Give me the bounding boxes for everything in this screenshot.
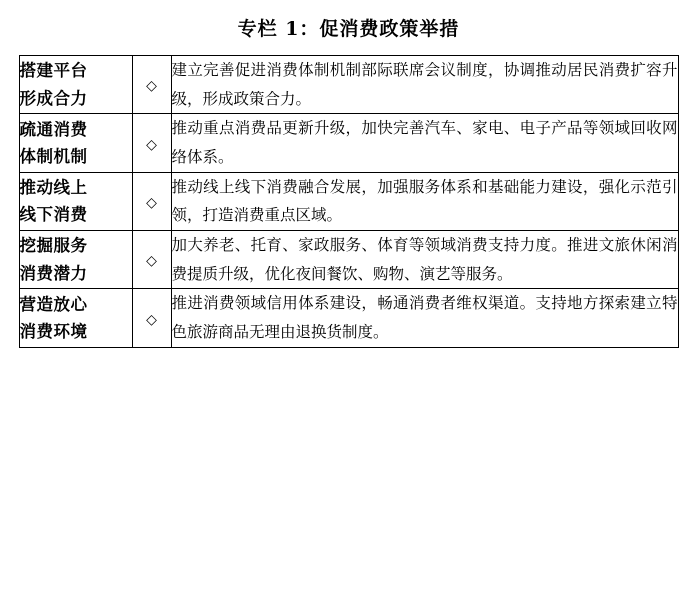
table-row (19, 114, 678, 172)
row-heading-line-1: 疏通消费 (19, 119, 88, 139)
row-body-text: 推动重点消费品更新升级，加快完善汽车、家电、电子产品等领域回收网络体系。 (171, 119, 678, 167)
row-heading-line-1: 搭建平台 (19, 61, 88, 81)
row-marker-cell (132, 56, 171, 114)
row-marker-cell (132, 289, 171, 347)
table-row (19, 231, 678, 289)
row-heading-line-1: 营造放心 (19, 294, 88, 314)
row-heading-line-1: 推动线上 (19, 178, 88, 198)
row-heading (19, 56, 132, 114)
page-title: 专栏 1：促消费政策举措 (237, 18, 460, 40)
row-marker-cell (132, 231, 171, 289)
row-body (171, 289, 678, 347)
diamond-bullet-icon: ◇ (146, 311, 157, 328)
row-body (171, 114, 678, 172)
diamond-bullet-icon: ◇ (146, 253, 157, 270)
row-heading-line-2: 消费环境 (19, 322, 88, 342)
row-heading-line-2: 形成合力 (19, 88, 88, 108)
row-heading (19, 289, 132, 347)
row-body-text: 推动线上线下消费融合发展，加强服务体系和基础能力建设，强化示范引领，打造消费重点区域。 (171, 177, 678, 225)
row-heading (19, 114, 132, 172)
row-heading-line-2: 线下消费 (19, 205, 88, 225)
row-marker-cell (132, 114, 171, 172)
row-heading (19, 231, 132, 289)
diamond-bullet-icon: ◇ (146, 136, 157, 153)
row-body (171, 172, 678, 230)
row-body-text: 推进消费领域信用体系建设，畅通消费者维权渠道。支持地方探索建立特色旅游商品无理由退换货制度。 (171, 294, 678, 342)
diamond-bullet-icon: ◇ (146, 194, 157, 211)
row-heading-line-2: 体制机制 (19, 147, 88, 167)
row-body-text: 加大养老、托育、家政服务、体育等领域消费支持力度。推进文旅休闲消费提质升级，优化夜间餐饮、购物、演艺等服务。 (171, 236, 678, 283)
diamond-bullet-icon: ◇ (146, 78, 157, 95)
row-heading-line-1: 挖掘服务 (19, 236, 88, 256)
row-heading-line-2: 消费潜力 (19, 263, 88, 283)
row-heading (19, 172, 132, 230)
table-row (19, 56, 678, 114)
row-body-text: 建立完善促进消费体制机制部际联席会议制度，协调推动居民消费扩容升级，形成政策合力。 (171, 61, 678, 108)
policy-measures-table (19, 55, 679, 348)
row-marker-cell (132, 172, 171, 230)
table-row (19, 289, 678, 347)
row-body (171, 56, 678, 114)
row-body (171, 231, 678, 289)
table-row (19, 172, 678, 230)
